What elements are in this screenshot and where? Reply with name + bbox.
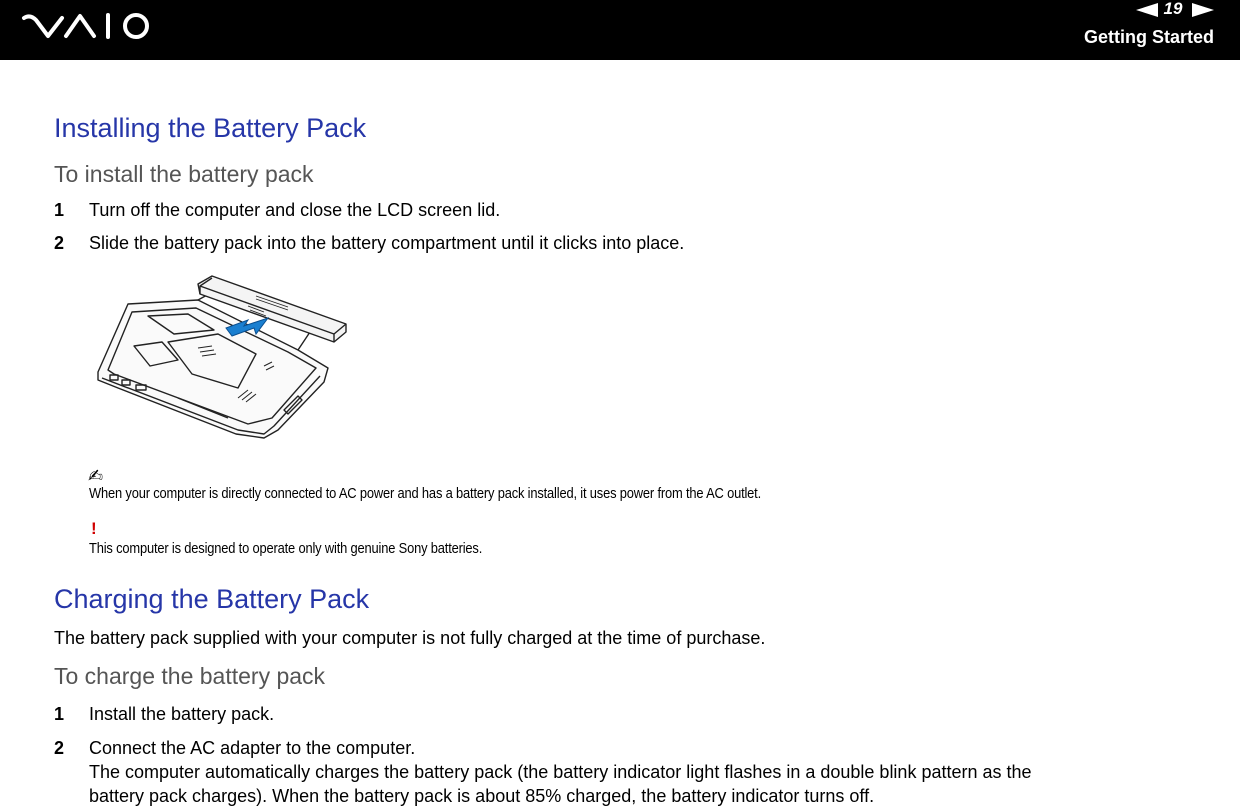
note-text: When your computer is directly connected to AC power and has a battery pack installed, it uses power from the AC outlet. xyxy=(89,485,762,502)
step-number: 2 xyxy=(54,233,65,253)
pencil-icon: ✍ xyxy=(88,466,104,486)
charging-intro: The battery pack supplied with your computer is not fully charged at the time of purchase. xyxy=(54,628,766,648)
charging-subtitle: To charge the battery pack xyxy=(54,663,326,689)
step-continuation-line: The computer automatically charges the battery pack (the battery indicator light flashes in a double blink pattern as the xyxy=(89,762,1032,782)
warning-text: This computer is designed to operate only with genuine Sony batteries. xyxy=(89,540,483,557)
next-page-arrow-icon[interactable] xyxy=(1192,3,1214,17)
page-header xyxy=(0,0,1240,60)
step-continuation-line: battery pack charges). When the battery pack is about 85% charged, the battery indicator turns off. xyxy=(89,786,875,806)
installing-subtitle: To install the battery pack xyxy=(54,161,314,187)
battery-installation-illustration xyxy=(88,270,358,445)
step-number: 1 xyxy=(54,704,65,724)
warning-icon: ! xyxy=(91,519,97,538)
step-number: 2 xyxy=(54,738,65,758)
vaio-logo xyxy=(20,8,160,42)
section-name: Getting Started xyxy=(1083,27,1214,47)
step-text: Install the battery pack. xyxy=(89,704,275,724)
step-text: Connect the AC adapter to the computer. xyxy=(89,738,416,758)
charging-title: Charging the Battery Pack xyxy=(54,584,370,614)
step-text: Turn off the computer and close the LCD screen lid. xyxy=(89,200,501,220)
step-text: Slide the battery pack into the battery compartment until it clicks into place. xyxy=(89,233,685,253)
installing-title: Installing the Battery Pack xyxy=(54,113,367,143)
step-number: 1 xyxy=(54,200,65,220)
page-number: 19 xyxy=(1163,0,1183,18)
